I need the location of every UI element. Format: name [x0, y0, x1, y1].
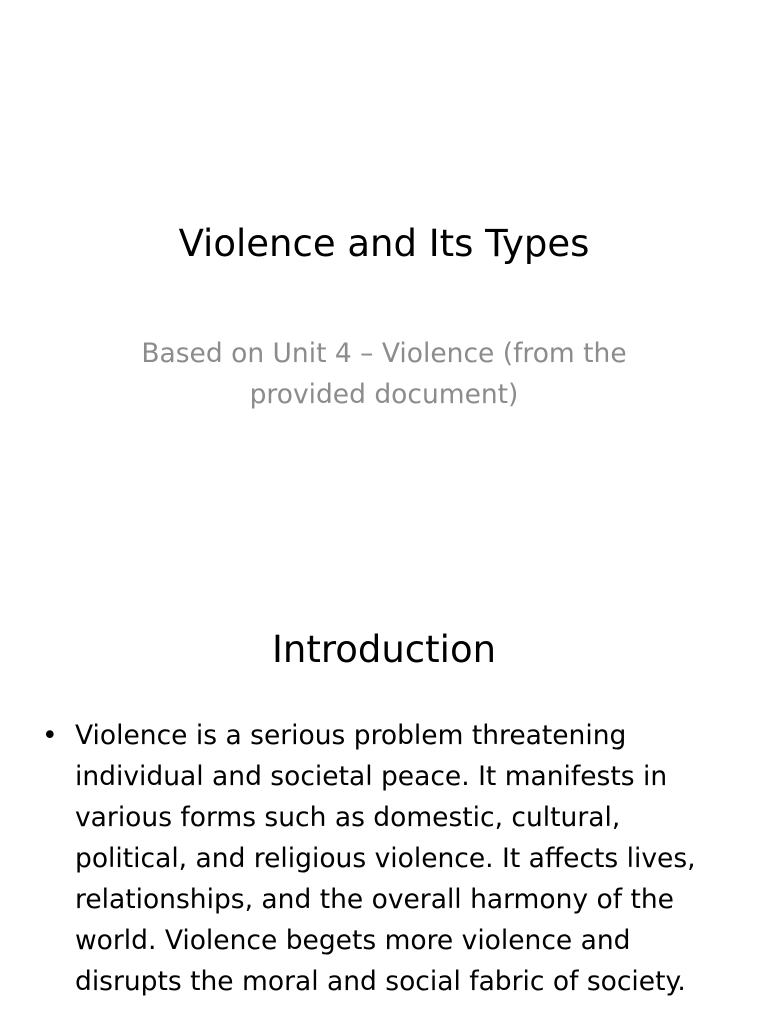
bullet-point-icon: •: [42, 720, 58, 751]
bullet-item: [40, 715, 730, 1002]
bullet-text: Violence is a serious problem threatening individual and societal peace. It manifests in various forms such as domestic, cultural, political, and religious violence. It affects lives, relationships, and the overall harmony of the world. Violence begets more violence and disrupts the moral and social fabric of society.: [75, 720, 696, 997]
slide-subtitle: Based on Unit 4 – Violence (from the provided document): [141, 338, 627, 410]
slide-title: Violence and Its Types: [178, 222, 590, 265]
introduction-slide: [0, 576, 768, 1024]
bullet-list: [40, 715, 730, 1002]
slide-title: Introduction: [271, 628, 497, 671]
